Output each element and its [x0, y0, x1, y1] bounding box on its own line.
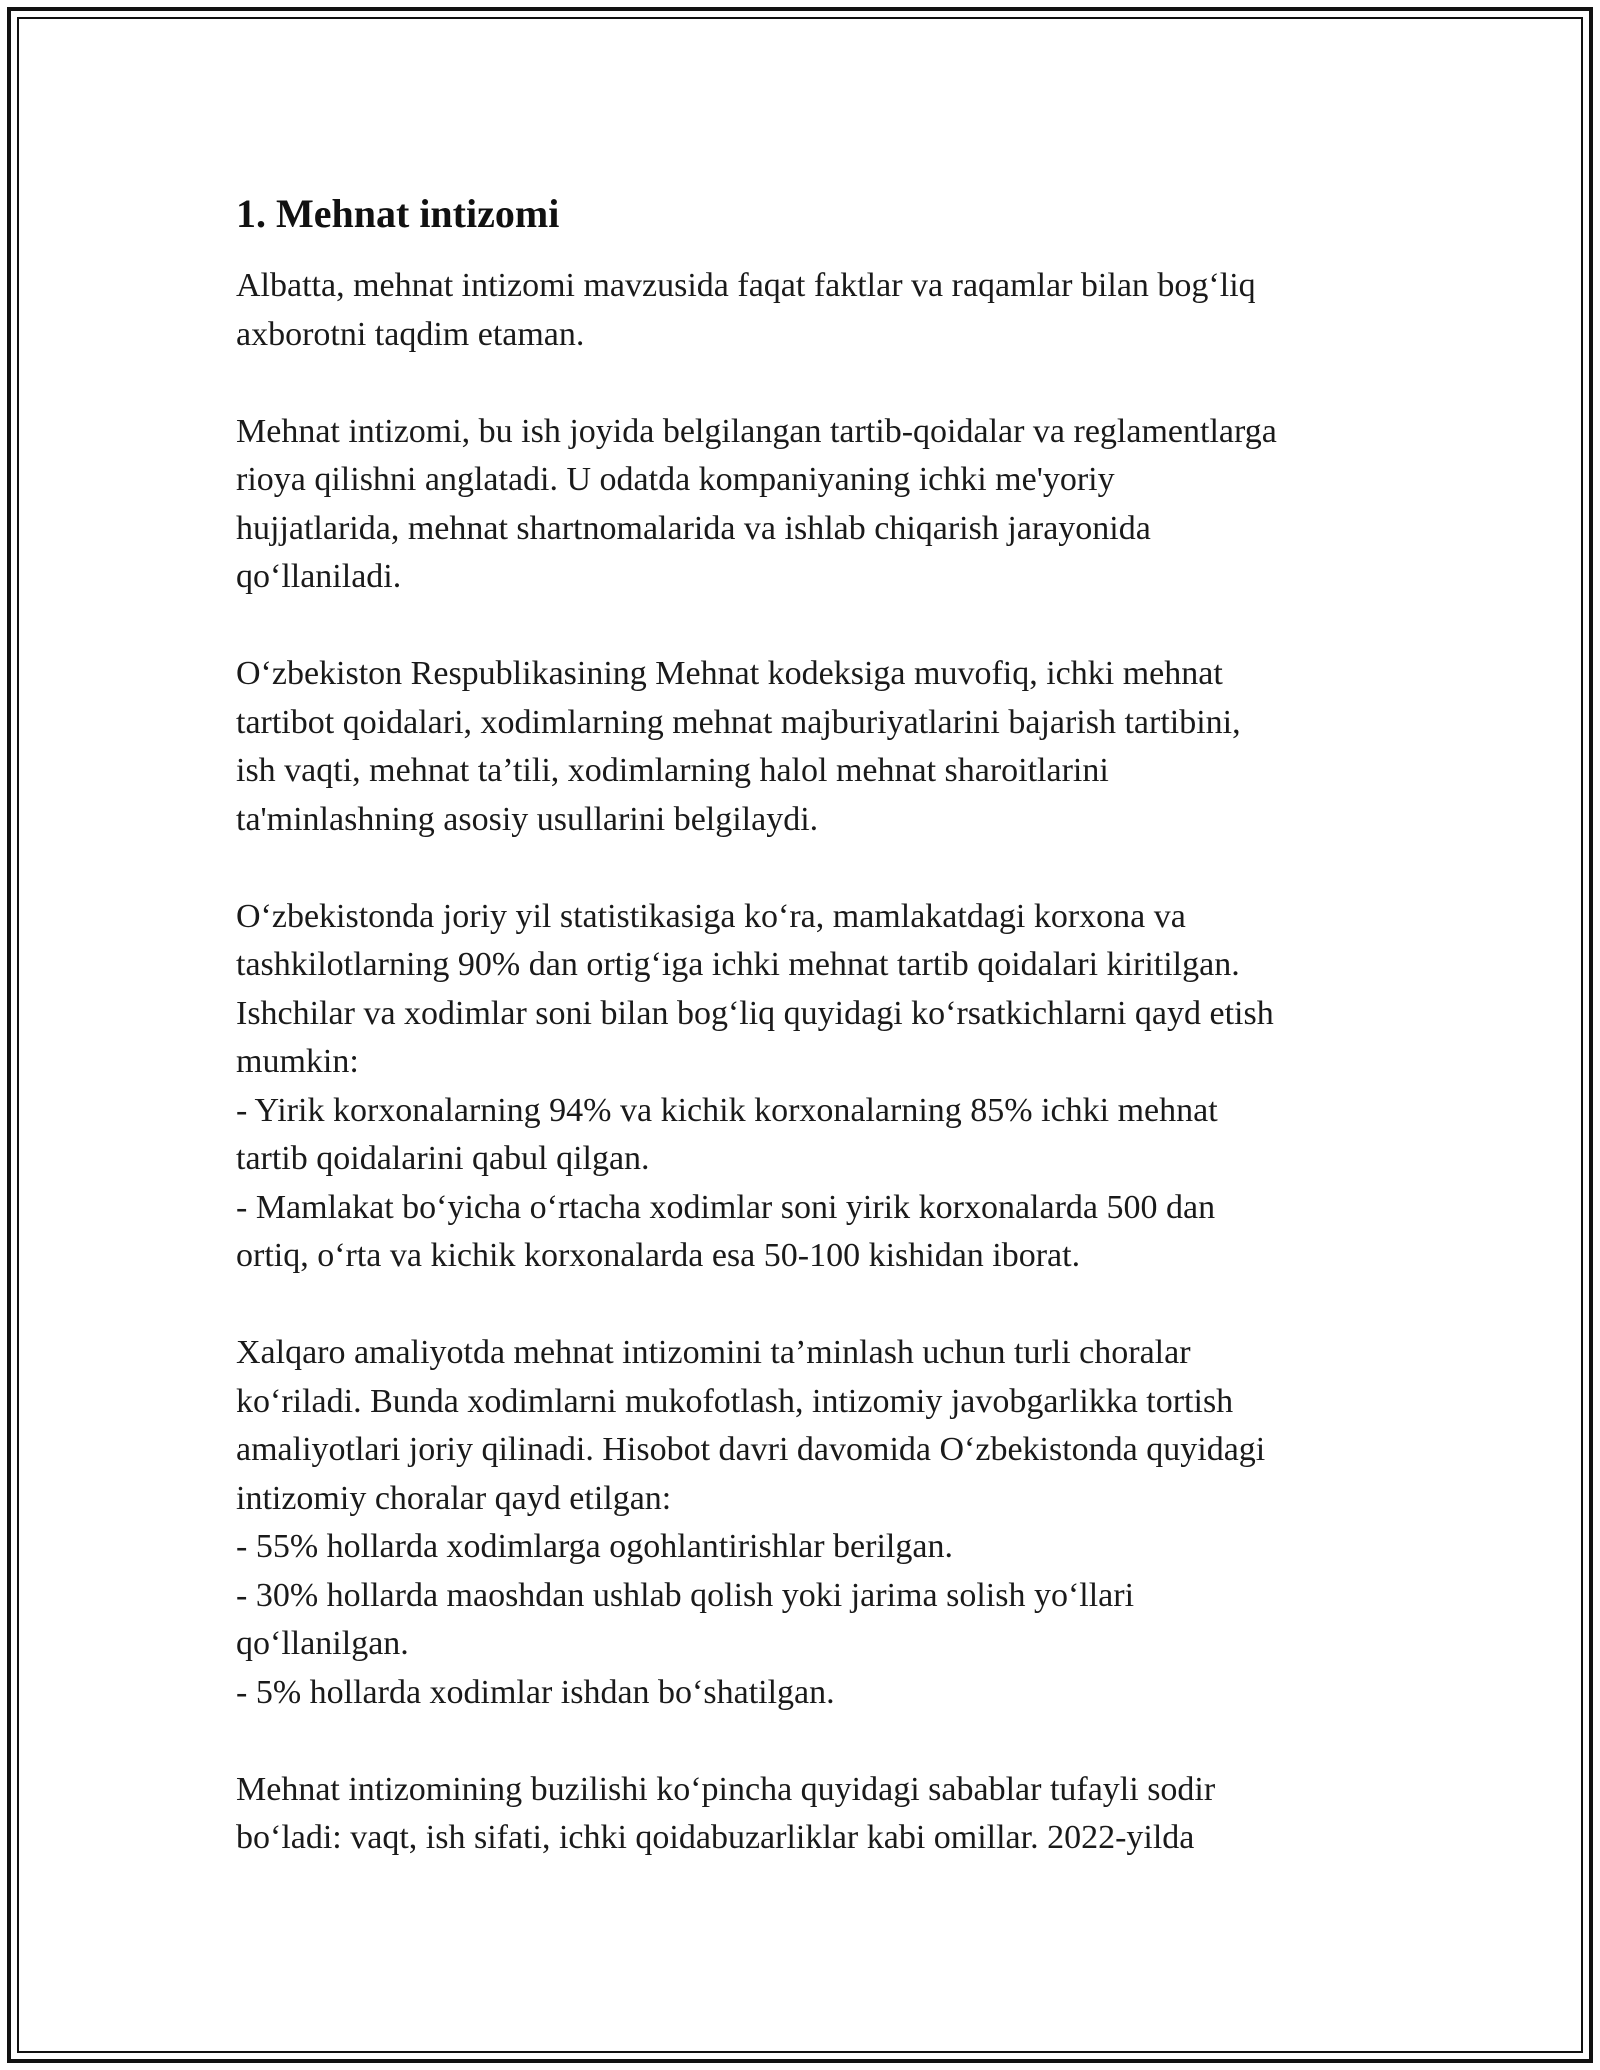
- document-body: [236, 186, 1376, 1911]
- text-line: tartib qoidalarini qabul qilgan.: [236, 1140, 650, 1177]
- paragraph: [236, 893, 1376, 1281]
- section-heading: 1. Mehnat intizomi: [236, 191, 560, 236]
- text-line: Mehnat intizomining buzilishi ko‘pincha quyidagi sabablar tufayli sodir: [236, 1770, 1216, 1808]
- text-line: ish vaqti, mehnat ta’tili, xodimlarning halol mehnat sharoitlarini: [236, 752, 1109, 789]
- text-line: tartibot qoidalari, xodimlarning mehnat majburiyatlarini bajarish tartibini,: [236, 703, 1241, 741]
- text-line: - 5% hollarda xodimlar ishdan bo‘shatilgan.: [236, 1673, 835, 1711]
- text-line: axborotni taqdim etaman.: [236, 315, 585, 353]
- text-line: qo‘llanilgan.: [236, 1625, 409, 1662]
- text-line: - Mamlakat bo‘yicha o‘rtacha xodimlar soni yirik korxonalarda 500 dan: [236, 1188, 1216, 1226]
- paragraph: [236, 1766, 1376, 1863]
- text-line: ortiq, o‘rta va kichik korxonalarda esa 50-100 kishidan iborat.: [236, 1237, 1081, 1274]
- text-line: intizomiy choralar qayd etilgan:: [236, 1479, 672, 1517]
- text-line: hujjatlarida, mehnat shartnomalarida va ishlab chiqarish jarayonida: [236, 509, 1151, 547]
- text-line: Mehnat intizomi, bu ish joyida belgilangan tartib-qoidalar va reglamentlarga: [236, 412, 1277, 450]
- text-line: ko‘riladi. Bunda xodimlarni mukofotlash, intizomiy javobgarlikka tortish: [236, 1382, 1234, 1420]
- text-line: amaliyotlari joriy qilinadi. Hisobot davri davomida O‘zbekistonda quyidagi: [236, 1431, 1266, 1468]
- paragraph-list: [236, 262, 1376, 1863]
- paragraph: [236, 262, 1376, 359]
- text-line: O‘zbekistonda joriy yil statistikasiga ko‘ra, mamlakatdagi korxona va: [236, 897, 1186, 935]
- text-line: qo‘llaniladi.: [236, 558, 402, 595]
- paragraph: [236, 1329, 1376, 1717]
- text-line: bo‘ladi: vaqt, ish sifati, ichki qoidabuzarliklar kabi omillar. 2022-yilda: [236, 1819, 1195, 1856]
- text-line: Xalqaro amaliyotda mehnat intizomini ta’minlash uchun turli choralar: [236, 1334, 1191, 1371]
- paragraph: [236, 408, 1376, 602]
- text-line: tashkilotlarning 90% dan ortig‘iga ichki mehnat tartib qoidalari kiritilgan.: [236, 946, 1240, 983]
- text-line: - Yirik korxonalarning 94% va kichik korxonalarning 85% ichki mehnat: [236, 1091, 1218, 1129]
- text-line: mumkin:: [236, 1043, 359, 1080]
- text-line: - 55% hollarda xodimlarga ogohlantirishlar berilgan.: [236, 1528, 953, 1565]
- text-line: ta'minlashning asosiy usullarini belgilaydi.: [236, 800, 819, 838]
- paragraph: [236, 650, 1376, 844]
- text-line: O‘zbekiston Respublikasining Mehnat kodeksiga muvofiq, ichki mehnat: [236, 655, 1223, 692]
- text-line: Albatta, mehnat intizomi mavzusida faqat faktlar va raqamlar bilan bog‘liq: [236, 267, 1256, 304]
- text-line: - 30% hollarda maoshdan ushlab qolish yoki jarima solish yo‘llari: [236, 1576, 1135, 1614]
- text-line: rioya qilishni anglatadi. U odatda kompaniyaning ichki me'yoriy: [236, 461, 1115, 498]
- text-line: Ishchilar va xodimlar soni bilan bog‘liq quyidagi ko‘rsatkichlarni qayd etish: [236, 994, 1274, 1032]
